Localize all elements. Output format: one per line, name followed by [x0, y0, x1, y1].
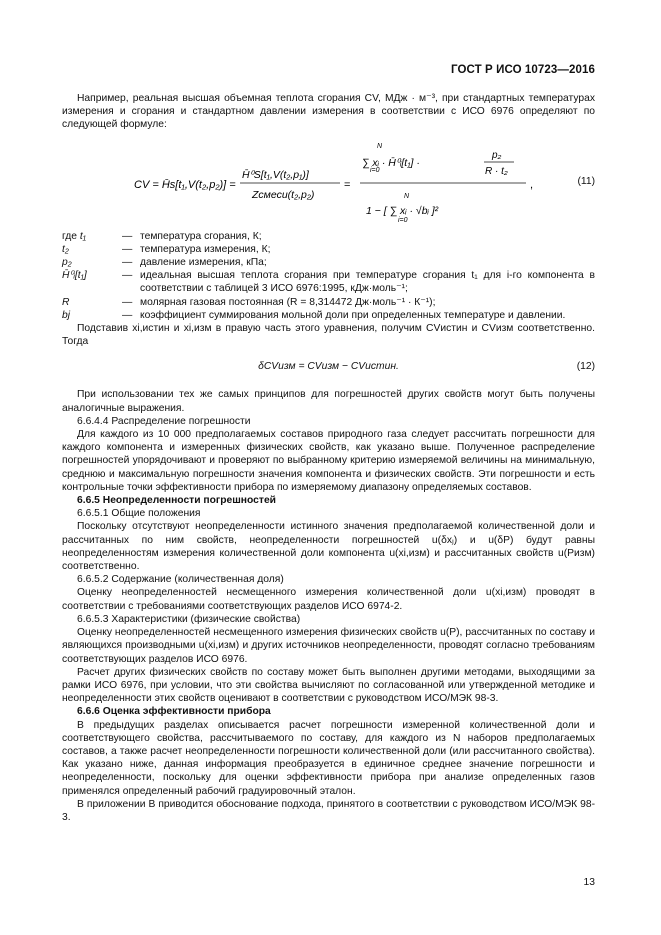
page-number: 13 [583, 877, 595, 888]
definition-symbol: H̄⁰ᵢ[t₁] [62, 270, 87, 282]
paragraph-6-6-5-3-b: Расчет других физических свойств по составу может быть выполнен другими методами, выходящими за рамки ИСО 6976, при условии, что эти свойства вычисляют по согласованной или утвержденной методике и неопределенности этих свойств оценивают в соответствии с руководством ИСО/МЭК 98-3. [62, 666, 595, 705]
formula-11-number: (11) [577, 175, 595, 187]
definition-symbol: R [62, 296, 70, 308]
standard-header: ГОСТ Р ИСО 10723—2016 [450, 64, 595, 76]
paragraph-same-principles: При использовании тех же самых принципов для погрешностей других свойств могут быть получены аналогичные выражения. [62, 389, 595, 414]
paragraph-6-6-5-3-a: Оценку неопределенностей несмещенного измерения физических свойств u(P), рассчитанных по составу и являющихся производными u(xi,изм) и других источников неопределенности, проводят согласно требованиям соответствующих разделов ИСО 6976. [62, 627, 595, 665]
formula-12-expression: δCVизм = CVизм − CVистин. [258, 361, 399, 373]
definition-dash: — [122, 270, 133, 282]
formula-numerator-1: H̄⁰S[t₁,V(t₂,p₁)] [242, 168, 309, 181]
sum-lower-1: i=0 [370, 166, 380, 174]
definition-r [62, 296, 595, 309]
definition-t1 [62, 230, 595, 243]
where-label: где [62, 230, 78, 242]
paragraph-intro: Например, реальная высшая объемная теплота сгорания CV, МДж · м⁻³, при стандартных температурах измерения и сгорания и стандартном давлении измерения в соответствии с ИСО 6976 определяют по следующей формуле: [62, 93, 595, 131]
definition-dash: — [122, 257, 133, 269]
section-6-6-4-4-heading: 6.6.4.4 Распределение погрешности [77, 415, 251, 427]
definition-symbol: где t₁ [62, 230, 87, 242]
sum-upper-2: N [404, 192, 410, 200]
definition-t2 [62, 243, 595, 256]
paragraph-substitute: Подставив xi,истин и xi,изм в правую часть этого уравнения, получим CVистин и CVизм соответственно. Тогда [62, 323, 595, 348]
definition-dash: — [122, 230, 133, 242]
definition-dash: — [122, 296, 133, 308]
formula-equals-2: = [344, 178, 351, 191]
formula-12 [62, 356, 595, 378]
formula-12-number: (12) [576, 361, 595, 373]
definition-symbol: t₂ [62, 243, 69, 255]
sum-lower-2: i=0 [398, 216, 408, 224]
paragraph-6-6-5-1: Поскольку отсутствуют неопределенности истинного значения предполагаемой количественной доли и рассчитанных по ним свойств, неопределенности погрешностей u(δxⱼ) и u(δP) будут равны неопределенностям измерения количественной доли компонента u(xi,изм) и рассчитанных свойств u(Pизм) соответственно. [62, 521, 595, 573]
definition-symbol: p₂ [62, 257, 72, 269]
definition-dash: — [122, 243, 133, 255]
definition-text: молярная газовая постоянная (R = 8,314472 Дж·моль⁻¹ · К⁻¹); [140, 296, 436, 308]
section-6-6-5-3-heading: 6.6.5.3 Характеристики (физические свойства) [77, 613, 301, 625]
formula-comma: , [530, 178, 534, 191]
sum-upper-1: N [377, 142, 383, 150]
paragraph-6-6-6-b: В приложении В приводится обоснование подхода, принятого в соответствии с руководством ИСО/МЭК 98-3. [62, 798, 595, 823]
definition-bj [62, 309, 595, 322]
formula-numerator-2: ∑ xᵢ · H̄⁰ᵢ[t₁] · [362, 156, 420, 169]
section-6-6-5-1-heading: 6.6.5.1 Общие положения [77, 508, 201, 520]
definition-text: температура сгорания, К; [140, 230, 262, 242]
formula-lhs: CV = H̄s[t₁,V(t₂,p₂)] = [134, 178, 236, 191]
formula-11-expression [134, 138, 554, 230]
paragraph-6-6-4-4: Для каждого из 10 000 предполагаемых составов природного газа следует рассчитать погрешности для каждого компонента и измеренных физических свойств, как указано выше. Полученное распределение погрешностей упорядочивают и проверяют по выбранному критерию измеряемой величины на минимальную, среднюю и максимальную погрешности значения компонента и физических свойств. Эти погрешности и есть контрольные точки эффективности прибора по измеряемому диапазону определяемых составов. [62, 429, 595, 493]
section-6-6-5-heading: 6.6.5 Неопределенности погрешностей [77, 495, 276, 507]
formula-denominator-1: Zсмеси(t₂,p₂) [252, 188, 315, 201]
paragraph-6-6-6-a: В предыдущих разделах описывается расчет погрешности измеренной количественной доли и соответствующего свойства, рассчитываемого по составу, для каждого из N наборов предполагаемых составов, а также расчет неопределенности погрешности количественной доли (или рассчитанного свойства). Как указано ниже, данная информация преобразуется в единичное среднее значение погрешности и неопределенности, поскольку для оценки эффективности прибора при анализе определенных газов применялся определенный рабочий градуировочный эталон. [62, 719, 595, 797]
definition-text: температура измерения, К; [140, 243, 271, 255]
definition-hi [62, 269, 595, 295]
definition-text: идеальная высшая теплота сгорания при температуре сгорания t₁ для i-го компонента в соответствии с таблицей 3 ИСО 6976:1995, кДж·моль⁻¹; [140, 270, 595, 295]
formula-rt2: R · t₂ [485, 165, 508, 177]
definition-symbol: bj [62, 309, 71, 321]
formula-11 [62, 138, 595, 230]
definition-dash: — [122, 309, 133, 321]
paragraph-6-6-5-2: Оценку неопределенностей несмещенного измерения количественной доли u(xi,изм) проводят в соответствии с требованиями соответствующих разделов ИСО 6974-2. [62, 587, 595, 612]
definitions-list [62, 230, 595, 322]
formula-p2: p₂ [492, 149, 502, 161]
formula-denominator-2: 1 − [ ∑ xᵢ · √bᵢ ]² [366, 204, 439, 217]
definition-p2 [62, 256, 595, 269]
page-body [62, 92, 595, 824]
definition-text: коэффициент суммирования мольной доли при определенных температуре и давлении. [140, 309, 566, 321]
section-6-6-6-heading: 6.6.6 Оценка эффективности прибора [77, 706, 271, 718]
definition-text: давление измерения, кПа; [140, 257, 267, 269]
section-6-6-5-2-heading: 6.6.5.2 Содержание (количественная доля) [77, 574, 284, 586]
